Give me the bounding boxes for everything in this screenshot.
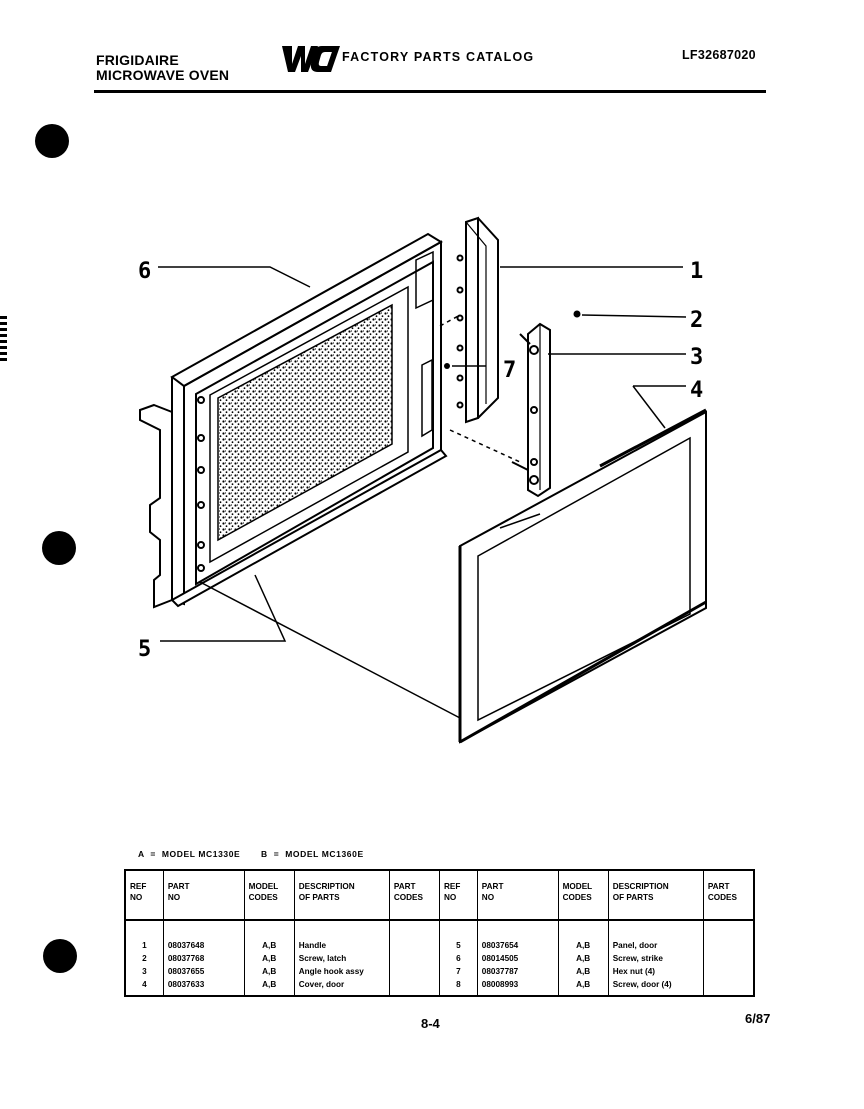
- header-model-codes-2: MODEL CODES: [558, 870, 608, 920]
- header-ref-no-2: REF NO: [439, 870, 477, 920]
- angle-hook-assy: [512, 324, 550, 496]
- table-row: 4 08037633 A,B Cover, door 8 08008993 A,B Screw, door (4): [125, 978, 754, 996]
- callout-7: 7: [503, 358, 517, 383]
- hex-nut: [444, 363, 450, 369]
- header-description: DESCRIPTION OF PARTS: [294, 870, 389, 920]
- table-row: 2 08037768 A,B Screw, latch 6 08014505 A,B Screw, strike: [125, 952, 754, 965]
- door-handle: [458, 218, 499, 422]
- callout-5: 5: [138, 637, 152, 662]
- header-part-no: PART NO: [163, 870, 244, 920]
- callout-2: 2: [690, 308, 704, 333]
- catalog-title: FACTORY PARTS CATALOG: [342, 50, 535, 64]
- header-part-codes: PART CODES: [389, 870, 439, 920]
- callout-6: 6: [138, 259, 152, 284]
- page-number: 8-4: [421, 1016, 440, 1031]
- header-ref-no: REF NO: [125, 870, 163, 920]
- screw-latch: [574, 311, 581, 318]
- catalog-number: LF32687020: [682, 48, 756, 62]
- table-row: 3 08037655 A,B Angle hook assy 7 08037787 A,B Hex nut (4): [125, 965, 754, 978]
- door-frame: [140, 234, 446, 607]
- parts-table: [124, 869, 755, 997]
- callout-1: 1: [690, 259, 704, 284]
- table-header-row: [125, 870, 754, 920]
- brand-line-2: MICROWAVE OVEN: [96, 67, 230, 83]
- brand-line-1: FRIGIDAIRE: [96, 52, 179, 68]
- header-part-codes-2: PART CODES: [703, 870, 754, 920]
- table-row: 1 08037648 A,B Handle 5 08037654 A,B Panel, door: [125, 920, 754, 952]
- callout-4: 4: [690, 378, 704, 403]
- header-description-2: DESCRIPTION OF PARTS: [608, 870, 703, 920]
- model-legend: A = MODEL MC1330E B = MODEL MC1360E: [138, 849, 364, 859]
- callout-3: 3: [690, 345, 704, 370]
- header-model-codes: MODEL CODES: [244, 870, 294, 920]
- header-part-no-2: PART NO: [477, 870, 558, 920]
- door-cover: [460, 410, 706, 742]
- catalog-date: 6/87: [745, 1011, 771, 1026]
